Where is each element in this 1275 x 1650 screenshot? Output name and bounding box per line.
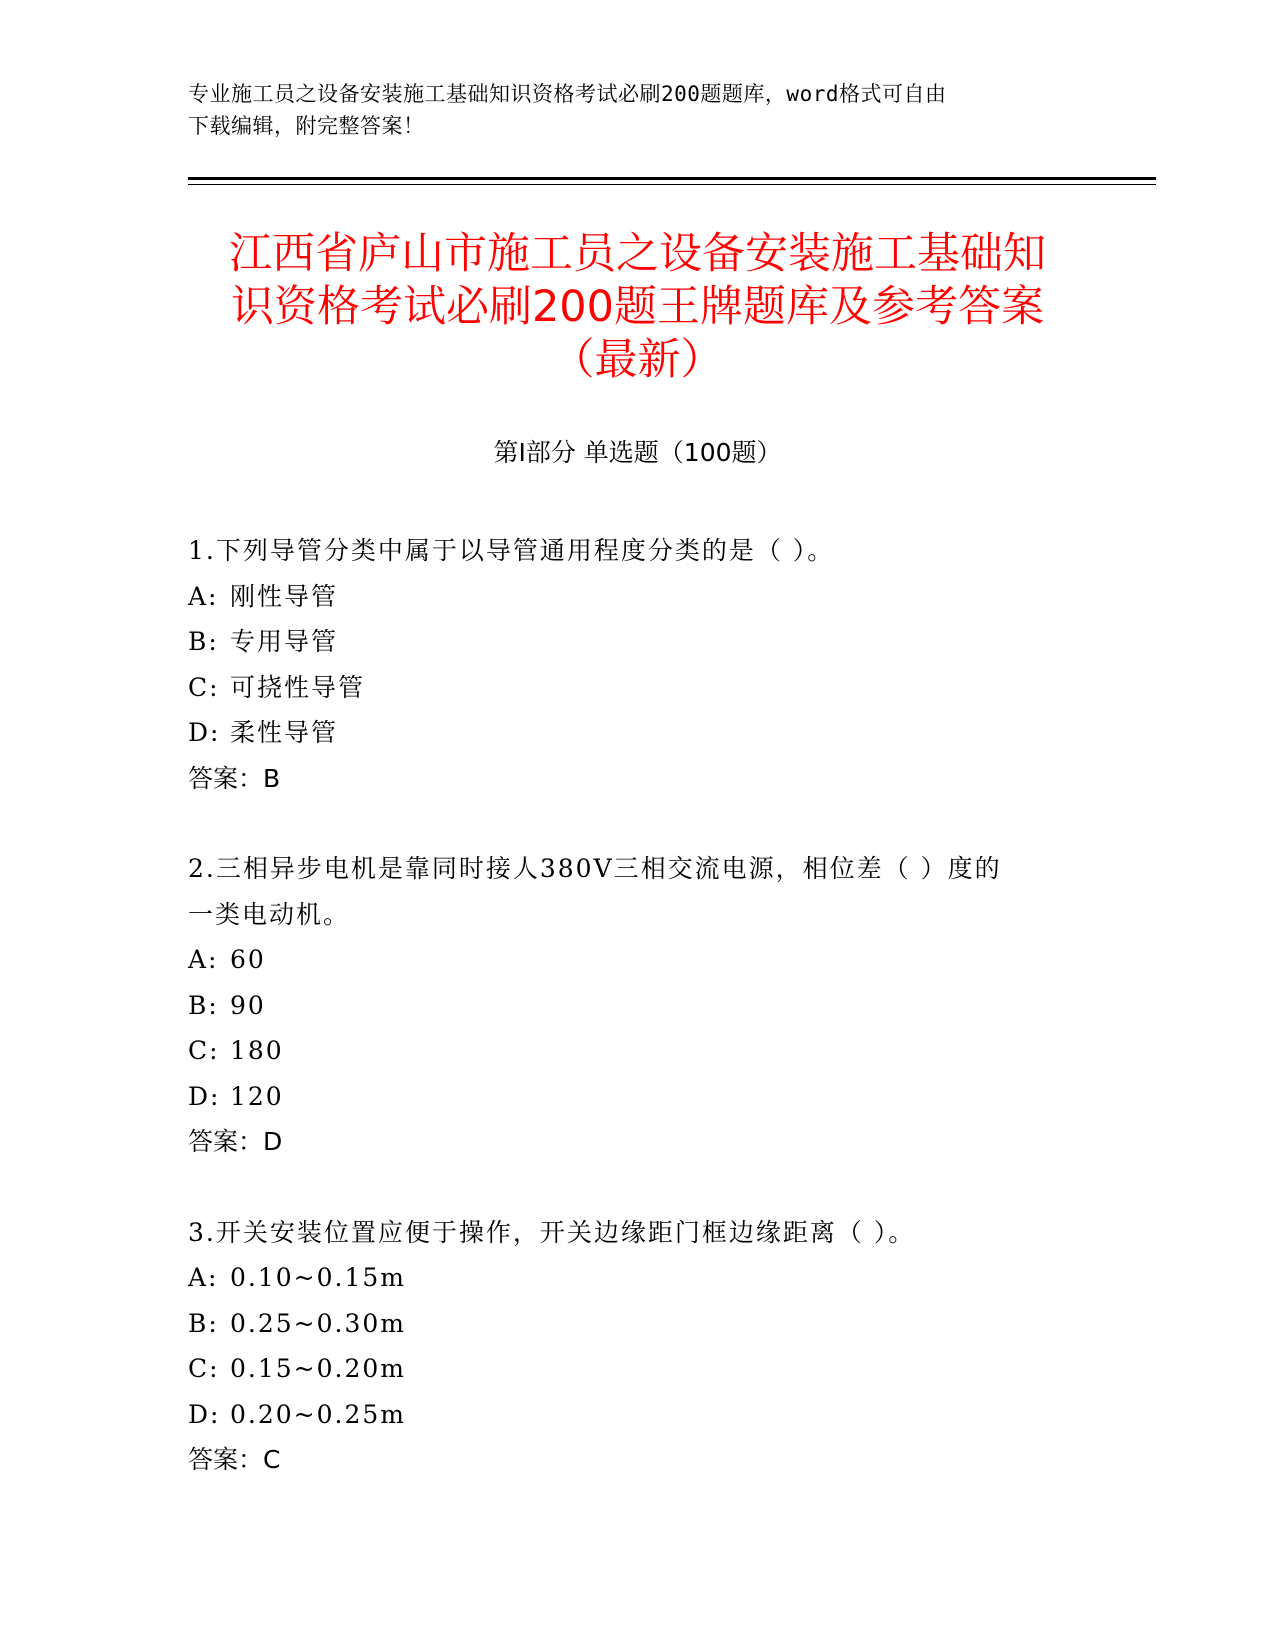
- option-text: 0.20~0.25m: [230, 1399, 406, 1429]
- title-line-2: 识资格考试必刷200题王牌题库及参考答案: [230, 282, 1045, 332]
- question-1: [188, 528, 1088, 801]
- option-letter: A:: [188, 581, 219, 611]
- option-text: 60: [230, 945, 266, 974]
- title-line-3: （最新）: [551, 335, 724, 385]
- option-b: [188, 619, 1088, 665]
- option-text: 0.10~0.15m: [230, 1263, 406, 1292]
- option-c: [188, 665, 1088, 711]
- option-letter: C:: [188, 1354, 220, 1383]
- option-text: 0.15~0.20m: [230, 1354, 406, 1383]
- title-line-1: 江西省庐山市施工员之设备安装施工基础知: [229, 229, 1046, 279]
- header-note: [188, 78, 1088, 142]
- option-letter: D:: [188, 718, 221, 747]
- header-note-line-1: 专业施工员之设备安装施工基础知识资格考试必刷200题题库，word格式可自由: [188, 82, 947, 106]
- option-text: 90: [230, 990, 266, 1020]
- question-text: 3.开关安装位置应便于操作，开关边缘距门框边缘距离（ ）。: [188, 1217, 916, 1247]
- option-text: 专用导管: [230, 627, 339, 656]
- header-divider-thick: [188, 177, 1156, 180]
- option-letter: C:: [188, 672, 220, 702]
- option-text: 刚性导管: [230, 581, 339, 611]
- header-divider-thin: [188, 184, 1156, 185]
- option-text: 120: [230, 1081, 284, 1111]
- header-note-line-2: 下载编辑，附完整答案！: [188, 114, 425, 138]
- option-letter: D:: [188, 1081, 221, 1111]
- option-letter: B:: [188, 1308, 219, 1338]
- answer: 答案：D: [188, 1127, 283, 1156]
- option-letter: D:: [188, 1399, 221, 1429]
- option-d: [188, 1074, 1088, 1120]
- question-text: 1.下列导管分类中属于以导管通用程度分类的是（ ）。: [188, 536, 835, 565]
- option-d: [188, 1392, 1088, 1438]
- question-text-continued: 一类电动机。: [188, 899, 351, 929]
- option-b: [188, 1301, 1088, 1347]
- answer: 答案：B: [188, 763, 281, 793]
- option-letter: B:: [188, 990, 219, 1020]
- option-a: [188, 937, 1088, 983]
- answer: 答案：C: [188, 1445, 281, 1474]
- option-b: [188, 983, 1088, 1029]
- question-list: [188, 528, 1088, 1528]
- document-title: [150, 228, 1125, 387]
- question-3: [188, 1210, 1088, 1483]
- section-heading: 第Ⅰ部分 单选题（100题）: [493, 438, 782, 467]
- option-text: 可挠性导管: [230, 672, 366, 702]
- option-a: [188, 1255, 1088, 1301]
- option-d: [188, 710, 1088, 756]
- option-text: 0.25~0.30m: [230, 1308, 406, 1338]
- option-letter: C:: [188, 1036, 220, 1065]
- option-a: [188, 574, 1088, 620]
- option-text: 柔性导管: [230, 718, 339, 747]
- option-c: [188, 1346, 1088, 1392]
- option-c: [188, 1028, 1088, 1074]
- question-2: [188, 846, 1088, 1165]
- option-text: 180: [230, 1036, 284, 1065]
- question-text: 2.三相异步电机是靠同时接人380V三相交流电源，相位差（ ）度的: [188, 854, 1002, 883]
- option-letter: B:: [188, 627, 219, 656]
- option-letter: A:: [188, 945, 219, 974]
- option-letter: A:: [188, 1263, 219, 1292]
